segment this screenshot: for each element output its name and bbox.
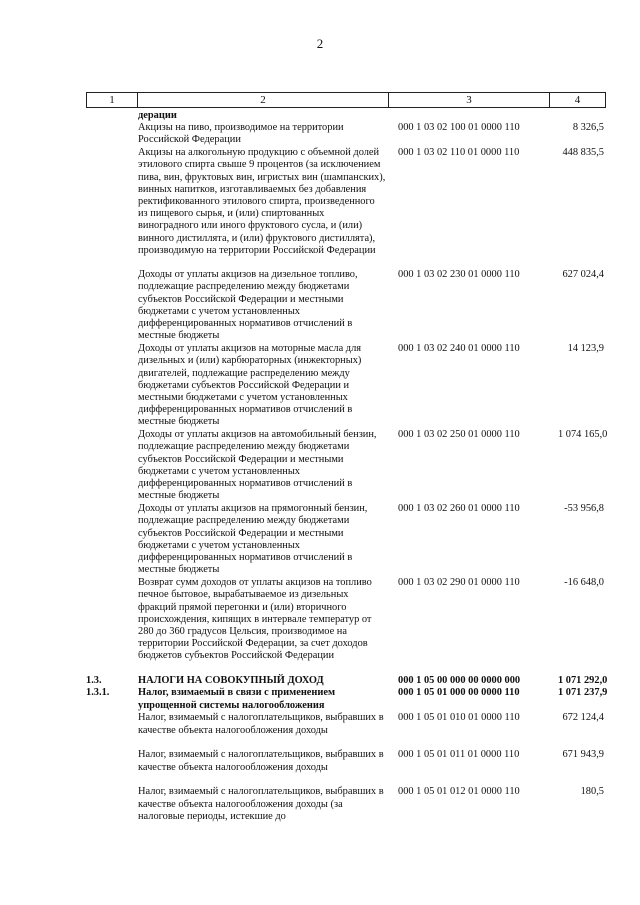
row-value: -16 648,0	[564, 577, 604, 589]
row-value: 671 943,9	[562, 749, 604, 761]
row-description: Налог, взимаемый с налогоплательщиков, выбравших в качестве объекта налогообложения доходы (за налоговые периоды, истекшие до	[138, 786, 384, 822]
row-description: Доходы от уплаты акцизов на автомобильный бензин, подлежащие распределению между бюджетами субъектов Российской Федерации и местными бюджетами с учетом установленных дифференцированных нормативов отчислений в местные бюджеты	[138, 429, 377, 502]
row-value: -53 956,8	[564, 503, 604, 515]
row-code: 000 1 03 02 230 01 0000 110	[398, 269, 520, 281]
table-row	[86, 429, 606, 503]
page-number: 2	[316, 36, 324, 51]
row-value: 1 074 165,0	[558, 429, 608, 441]
table-row	[86, 122, 606, 147]
row-description: дерации	[138, 110, 177, 121]
row-description: Доходы от уплаты акцизов на прямогонный бензин, подлежащие распределению между бюджетами субъектов Российской Федерации и местными бюджетами с учетом установленных дифференцированных нормативов отчислений в местные бюджеты	[138, 503, 368, 576]
table-row	[86, 343, 606, 429]
row-description: Возврат сумм доходов от уплаты акцизов на топливо печное бытовое, вырабатываемое из дизельных фракций прямой перегонки и (или) вторичного происхождения, кипящих в интервале температур от 280 до 360 градусов Цельсия, производимое на территории Российской Федерации, за счет доходов бюджетов субъектов Российской Федерации	[138, 577, 372, 662]
row-code: 000 1 03 02 100 01 0000 110	[398, 122, 520, 134]
table-header	[86, 92, 606, 108]
row-code: 000 1 05 01 012 01 0000 110	[398, 786, 520, 798]
row-number: 1.3.1.	[86, 687, 110, 699]
header-col-1: 1	[87, 93, 138, 108]
row-value: 448 835,5	[562, 147, 604, 159]
row-description: Налог, взимаемый в связи с применением упрощенной системы налогообложения	[138, 687, 336, 711]
table-row	[86, 503, 606, 577]
header-col-2: 2	[138, 93, 389, 108]
row-description: Акцизы на пиво, производимое на территории Российской Федерации	[138, 122, 344, 146]
table-row	[86, 110, 606, 122]
row-code: 000 1 03 02 260 01 0000 110	[398, 503, 520, 515]
row-code: 000 1 03 02 110 01 0000 110	[398, 147, 520, 159]
row-value: 14 123,9	[567, 343, 604, 355]
row-code: 000 1 03 02 240 01 0000 110	[398, 343, 520, 355]
row-code: 000 1 05 01 010 01 0000 110	[398, 712, 520, 724]
header-col-3: 3	[389, 93, 550, 108]
row-code: 000 1 05 01 000 00 0000 110	[398, 687, 520, 699]
row-value: 180,5	[580, 786, 604, 798]
table-row	[86, 712, 606, 749]
row-value: 8 326,5	[572, 122, 604, 134]
table-row	[86, 675, 606, 687]
row-value: 672 124,4	[562, 712, 604, 724]
row-number: 1.3.	[86, 675, 102, 687]
table-row	[86, 147, 606, 269]
row-code: 000 1 05 01 011 01 0000 110	[398, 749, 520, 761]
row-description: НАЛОГИ НА СОВОКУПНЫЙ ДОХОД	[138, 675, 324, 687]
table-row	[86, 577, 606, 675]
table-row	[86, 269, 606, 343]
row-code: 000 1 05 00 000 00 0000 000	[398, 675, 521, 687]
row-description: Налог, взимаемый с налогоплательщиков, выбравших в качестве объекта налогообложения доходы	[138, 749, 384, 773]
row-value: 627 024,4	[562, 269, 604, 281]
table-row	[86, 749, 606, 786]
row-description: Налог, взимаемый с налогоплательщиков, выбравших в качестве объекта налогообложения доходы	[138, 712, 384, 736]
table-body	[86, 110, 606, 823]
row-description: Доходы от уплаты акцизов на моторные масла для дизельных и (или) карбюраторных (инжекторных) двигателей, подлежащие распределению между бюджетами субъектов Российской Федерации и местными бюджетами с учетом установленных дифференцированных нормативов отчислений в местные бюджеты	[138, 343, 362, 428]
row-value: 1 071 237,9	[558, 687, 608, 699]
row-description: Акцизы на алкогольную продукцию с объемной долей этилового спирта свыше 9 процентов (за исключением пива, вин, фруктовых вин, игристых вин (шампанских), винных напитков, изготавливаемых без добавления ректификованного этилового спирта, произведенного из пищевого сырья, и (или) спиртованных виноградного или иного фруктового сусла, и (или) винного дистиллята, и (или) фруктового дистиллята), производимую на территории Российской Федерации	[138, 147, 386, 256]
row-code: 000 1 03 02 290 01 0000 110	[398, 577, 520, 589]
row-code: 000 1 03 02 250 01 0000 110	[398, 429, 520, 441]
table-row	[86, 786, 606, 823]
row-value: 1 071 292,0	[558, 675, 608, 687]
header-col-4: 4	[550, 93, 606, 108]
row-description: Доходы от уплаты акцизов на дизельное топливо, подлежащие распределению между бюджетами субъектов Российской Федерации и местными бюджетами с учетом установленных дифференцированных нормативов отчислений в местные бюджеты	[138, 269, 358, 342]
table-row	[86, 687, 606, 712]
